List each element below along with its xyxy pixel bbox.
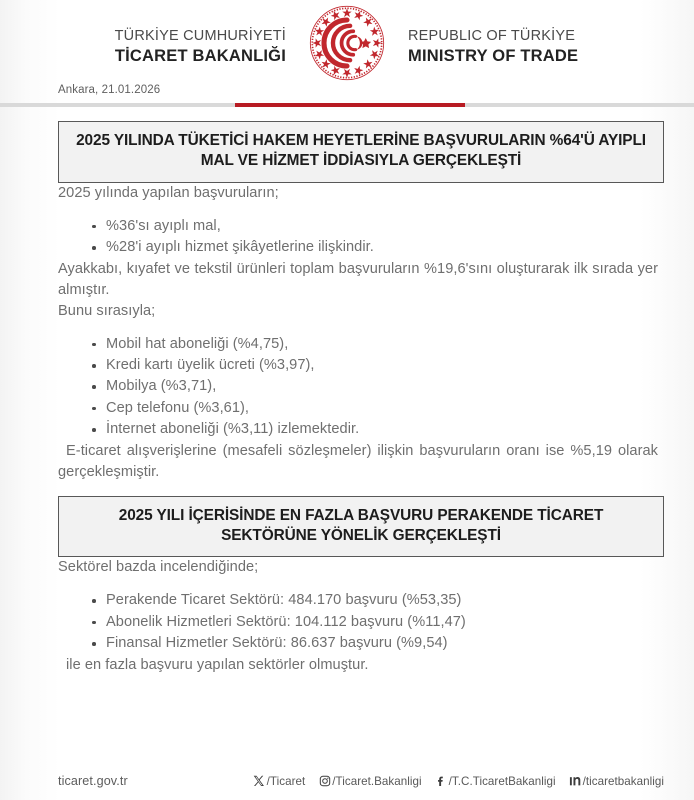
document-header: [0, 0, 694, 72]
textile-paragraph: Ayakkabı, kıyafet ve tekstil ürünleri toplam başvuruların %19,6'sını oluşturarak ilk sırada yer almıştır.: [58, 260, 658, 298]
social-links: [253, 775, 664, 788]
social-link-facebook[interactable]: [435, 775, 556, 788]
ecommerce-paragraph: E-ticaret alışverişlerine (mesafeli sözleşmeler) ilişkin başvuruların oranı ise %5,19 olarak gerçekleşmiştir.: [58, 442, 658, 480]
divider-segment-left: [0, 103, 235, 107]
headline-banner-secondary: 2025 YILI İÇERİSİNDE EN FAZLA BAŞVURU PERAKENDE TİCARET SEKTÖRÜNE YÖNELİK GERÇEKLEŞTİ: [58, 496, 664, 558]
list-item: Mobil hat aboneliği (%4,75),: [92, 334, 654, 355]
social-link-instagram[interactable]: [318, 775, 421, 788]
list-item: Perakende Ticaret Sektörü: 484.170 başvuru (%53,35): [92, 590, 654, 611]
lead-order-text: Bunu sırasıyla;: [58, 302, 156, 319]
facebook-icon: [435, 775, 448, 788]
turkish-ministry-of-trade-emblem-icon: [308, 4, 386, 82]
divider-segment-accent: [235, 103, 465, 107]
dateline-text: Ankara, 21.01.2026: [58, 84, 161, 96]
social-handle-linkedin: /ticaretbakanligi: [582, 774, 664, 788]
claim-breakdown-list: [58, 216, 654, 259]
instagram-icon: [318, 775, 331, 788]
header-turkish-line1: TÜRKİYE CUMHURİYETİ: [114, 28, 286, 45]
social-handle-x: /Ticaret: [266, 774, 306, 788]
sector-breakdown-list: [58, 590, 654, 654]
header-turkish-title: [56, 28, 308, 66]
header-divider-rule: [0, 103, 694, 107]
list-item: %28'i ayıplı hizmet şikâyetlerine ilişkindir.: [92, 237, 654, 258]
list-item: Cep telefonu (%3,61),: [92, 398, 654, 419]
document-content: [0, 121, 694, 676]
document-footer: [0, 774, 694, 788]
list-item: Finansal Hizmetler Sektörü: 86.637 başvuru (%9,54): [92, 633, 654, 654]
lead-applications-text: 2025 yılında yapılan başvuruların;: [58, 184, 279, 201]
header-english-title: [386, 28, 638, 66]
divider-segment-right: [465, 103, 694, 107]
social-link-x[interactable]: [253, 775, 306, 788]
category-breakdown-list: [58, 334, 654, 441]
list-item: Kredi kartı üyelik ücreti (%3,97),: [92, 355, 654, 376]
social-handle-facebook: /T.C.TicaretBakanligi: [448, 774, 556, 788]
social-link-linkedin[interactable]: [569, 775, 664, 788]
social-handle-instagram: /Ticaret.Bakanligi: [332, 774, 422, 788]
header-english-line1: REPUBLIC OF TÜRKİYE: [408, 28, 576, 45]
linkedin-icon: [569, 775, 582, 788]
headline-banner-primary: 2025 YILINDA TÜKETİCİ HAKEM HEYETLERİNE BAŞVURULARIN %64'Ü AYIPLI MAL VE HİZMET İDDİASIYLA GERÇEKLEŞTİ: [58, 121, 664, 183]
list-item: İnternet aboneliği (%3,11) izlemektedir.: [92, 419, 654, 440]
list-item: Mobilya (%3,71),: [92, 376, 654, 397]
list-item: Abonelik Hizmetleri Sektörü: 104.112 başvuru (%11,47): [92, 612, 654, 633]
lead-sector-text: Sektörel bazda incelendiğinde;: [58, 559, 259, 576]
list-item: %36'sı ayıplı mal,: [92, 216, 654, 237]
header-english-line2: MINISTRY OF TRADE: [408, 46, 579, 65]
closing-paragraph: ile en fazla başvuru yapılan sektörler olmuştur.: [66, 656, 369, 673]
header-turkish-line2: TİCARET BAKANLIĞI: [114, 46, 286, 65]
website-link[interactable]: ticaret.gov.tr: [58, 774, 128, 788]
x-twitter-icon: [253, 775, 266, 788]
